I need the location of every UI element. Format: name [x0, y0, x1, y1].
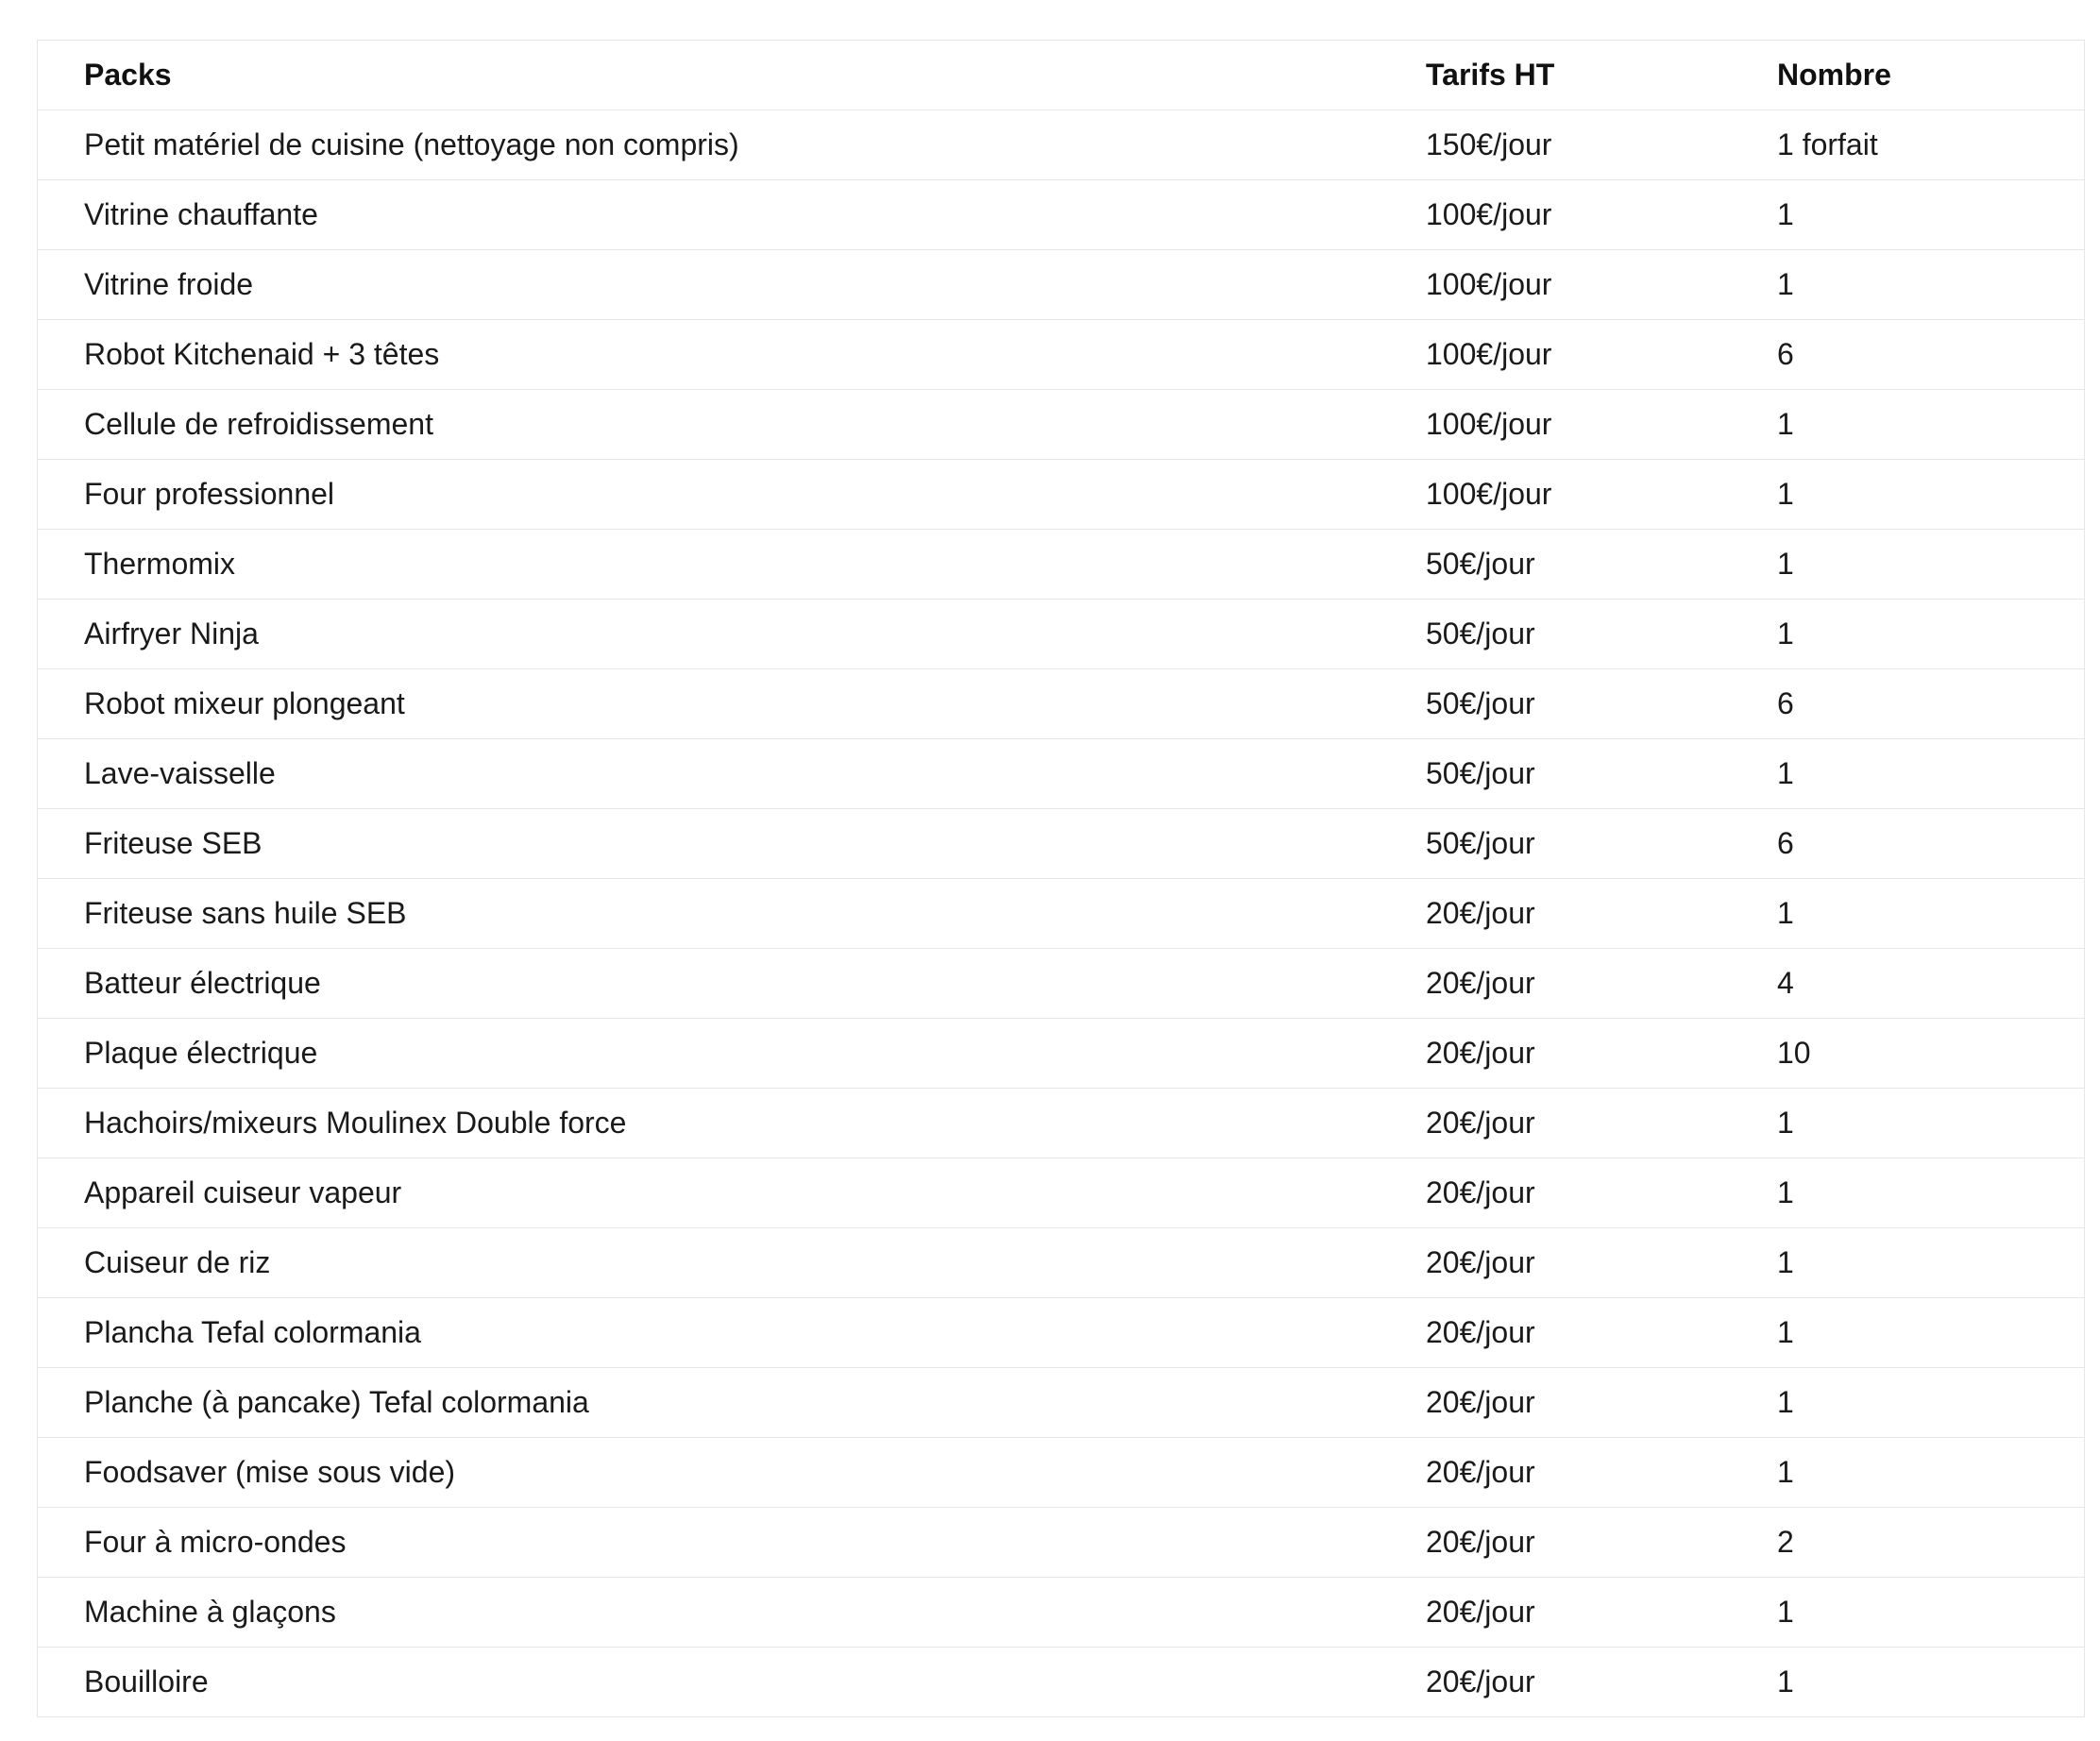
table-row: [38, 460, 2084, 530]
table-row: [38, 949, 2084, 1019]
pack-name-cell: Thermomix: [38, 530, 1381, 600]
table-row: [38, 1228, 2084, 1298]
price-cell: 20€/jour: [1381, 1508, 1765, 1578]
quantity-cell: 4: [1765, 949, 2084, 1019]
table-row: [38, 879, 2084, 949]
column-header-packs: Packs: [38, 41, 1381, 110]
quantity-cell: 10: [1765, 1019, 2084, 1089]
price-cell: 20€/jour: [1381, 1578, 1765, 1648]
price-cell: 50€/jour: [1381, 669, 1765, 739]
price-cell: 100€/jour: [1381, 460, 1765, 530]
table-row: [38, 1089, 2084, 1158]
quantity-cell: 1: [1765, 1438, 2084, 1508]
quantity-cell: 6: [1765, 320, 2084, 390]
price-cell: 20€/jour: [1381, 1438, 1765, 1508]
column-header-tarifs: Tarifs HT: [1381, 41, 1765, 110]
price-cell: 20€/jour: [1381, 1019, 1765, 1089]
quantity-cell: 1: [1765, 600, 2084, 669]
price-cell: 50€/jour: [1381, 530, 1765, 600]
table-row: [38, 110, 2084, 180]
pack-name-cell: Plancha Tefal colormania: [38, 1298, 1381, 1368]
price-cell: 50€/jour: [1381, 809, 1765, 879]
quantity-cell: 1: [1765, 530, 2084, 600]
table-row: [38, 1578, 2084, 1648]
price-cell: 20€/jour: [1381, 1368, 1765, 1438]
table-row: [38, 1019, 2084, 1089]
quantity-cell: 1: [1777, 1665, 1794, 1699]
table-row: [38, 739, 2084, 809]
price-cell: 20€/jour: [1381, 1228, 1765, 1298]
quantity-cell: 1: [1765, 1578, 2084, 1648]
quantity-cell: 2: [1765, 1508, 2084, 1578]
pack-name-cell: Four professionnel: [38, 460, 1381, 530]
pricing-table: [38, 41, 2084, 1716]
pack-name-cell: Cuiseur de riz: [38, 1228, 1381, 1298]
table-row: [38, 1298, 2084, 1368]
price-cell: 50€/jour: [1381, 739, 1765, 809]
pack-name-cell: Four à micro-ondes: [38, 1508, 1381, 1578]
quantity-cell: 1: [1765, 390, 2084, 460]
quantity-cell: 1: [1765, 1089, 2084, 1158]
pack-name-cell: Hachoirs/mixeurs Moulinex Double force: [38, 1089, 1381, 1158]
table-row: [38, 809, 2084, 879]
pack-name-cell: Plaque électrique: [38, 1019, 1381, 1089]
quantity-cell: 1: [1765, 1158, 2084, 1228]
pack-name-cell: Airfryer Ninja: [38, 600, 1381, 669]
table-row: [38, 390, 2084, 460]
pack-name-cell: Appareil cuiseur vapeur: [38, 1158, 1381, 1228]
pack-name-cell: Friteuse sans huile SEB: [38, 879, 1381, 949]
quantity-cell: 1: [1765, 250, 2084, 320]
price-cell: 50€/jour: [1381, 600, 1765, 669]
pack-name-cell: Friteuse SEB: [38, 809, 1381, 879]
quantity-cell: 1 forfait: [1765, 110, 2084, 180]
price-cell: 100€/jour: [1381, 320, 1765, 390]
pack-name-cell: Bouilloire: [84, 1665, 209, 1699]
table-row: [38, 1508, 2084, 1578]
table-body: [38, 110, 2084, 1717]
quantity-cell: 1: [1765, 180, 2084, 250]
table-row: [38, 250, 2084, 320]
table-header-row: [38, 41, 2084, 110]
price-cell: 20€/jour: [1381, 879, 1765, 949]
quantity-cell: 1: [1765, 739, 2084, 809]
quantity-cell: 1: [1765, 1368, 2084, 1438]
pack-name-cell: Vitrine froide: [38, 250, 1381, 320]
pack-name-cell: Machine à glaçons: [38, 1578, 1381, 1648]
table-row: [38, 669, 2084, 739]
price-cell: 150€/jour: [1381, 110, 1765, 180]
quantity-cell: 1: [1765, 1228, 2084, 1298]
price-cell: 20€/jour: [1381, 1298, 1765, 1368]
quantity-cell: 1: [1765, 1298, 2084, 1368]
pack-name-cell: Planche (à pancake) Tefal colormania: [38, 1368, 1381, 1438]
table-row: [38, 1158, 2084, 1228]
quantity-cell: 1: [1765, 879, 2084, 949]
pack-name-cell: Robot mixeur plongeant: [38, 669, 1381, 739]
table-row: [38, 1368, 2084, 1438]
quantity-cell: 6: [1765, 669, 2084, 739]
table-row: [38, 530, 2084, 600]
pack-name-cell: Lave-vaisselle: [38, 739, 1381, 809]
price-cell: 20€/jour: [1381, 1158, 1765, 1228]
pack-name-cell: Cellule de refroidissement: [38, 390, 1381, 460]
pack-name-cell: Batteur électrique: [38, 949, 1381, 1019]
quantity-cell: 1: [1765, 460, 2084, 530]
column-header-nombre: Nombre: [1765, 41, 2084, 110]
quantity-cell: 6: [1765, 809, 2084, 879]
pricing-table-container: [37, 40, 2085, 1717]
table-row: [38, 600, 2084, 669]
pack-name-cell: Petit matériel de cuisine (nettoyage non compris): [38, 110, 1381, 180]
price-cell: 100€/jour: [1381, 250, 1765, 320]
pack-name-cell: Vitrine chauffante: [38, 180, 1381, 250]
table-row: [38, 180, 2084, 250]
table-row: [38, 1648, 2084, 1717]
table-row: [38, 1438, 2084, 1508]
pack-name-cell: Robot Kitchenaid + 3 têtes: [38, 320, 1381, 390]
table-row: [38, 320, 2084, 390]
price-cell: 100€/jour: [1381, 180, 1765, 250]
price-cell: 20€/jour: [1426, 1665, 1535, 1699]
price-cell: 20€/jour: [1381, 1089, 1765, 1158]
pack-name-cell: Foodsaver (mise sous vide): [38, 1438, 1381, 1508]
price-cell: 100€/jour: [1381, 390, 1765, 460]
price-cell: 20€/jour: [1381, 949, 1765, 1019]
